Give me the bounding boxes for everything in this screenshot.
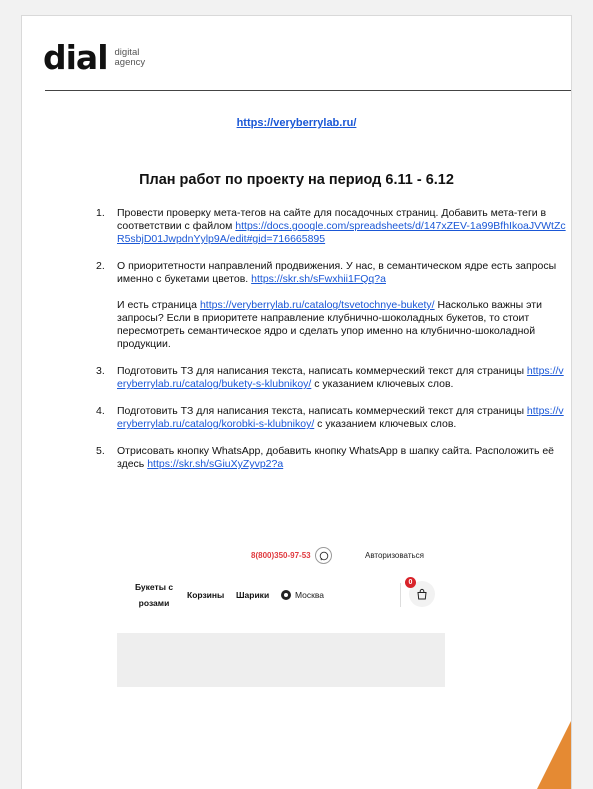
item-text: О приоритетности направлений продвижения. У нас, в семантическом ядре есть запросы именно с букетами цветов. (117, 260, 557, 285)
plan-list (96, 207, 566, 485)
cart-button[interactable] (409, 581, 435, 607)
whatsapp-icon[interactable] (315, 547, 332, 564)
site-banner-placeholder (117, 633, 445, 687)
site-contact-row (117, 547, 457, 565)
cart-count-badge: 0 (405, 577, 416, 588)
item-suffix: с указанием ключевых слов. (314, 378, 454, 390)
item-number: 5. (96, 445, 105, 457)
site-nav (117, 565, 457, 625)
site-url-link[interactable]: https://veryberrylab.ru/ (236, 117, 357, 129)
item-link[interactable]: https://docs.google.com/spreadsheets/d/147xZEV-1a99BfhIkoaJVWtZcR5sbjD01JwpdnYylp9A/edit#gid=716665895 (117, 220, 566, 245)
item-text: Провести проверку мета-тегов на сайте для посадочных страниц. Добавить мета-теги в соответствии с файлом (117, 207, 547, 232)
list-item (96, 260, 566, 351)
brand-logo (43, 38, 146, 77)
item-paragraph (117, 299, 566, 351)
site-login-link[interactable]: Авторизоваться (365, 551, 424, 560)
item-number: 1. (96, 207, 105, 219)
list-item (96, 445, 566, 471)
paragraph-text: Насколько важны эти запросы? Если в приоритете направление клубнично-шоколадных букетов, то стоит пересмотреть семантическое ядро и сделать упор именно на клубнично-шоколадной продукции. (117, 299, 542, 350)
embedded-site-screenshot (117, 547, 457, 687)
item-link[interactable]: https://veryberrylab.ru/catalog/bukety-s-klubnikoy/ (117, 365, 564, 390)
header-divider (45, 90, 572, 91)
item-text: Подготовить ТЗ для написания текста, написать коммерческий текст для страницы (117, 365, 524, 377)
item-link[interactable]: https://skr.sh/sGiuXyZyvp2?a (147, 458, 284, 470)
item-link[interactable]: https://skr.sh/sFwxhii1FQq?a (251, 273, 386, 285)
item-number: 2. (96, 260, 105, 272)
whatsapp-glyph (319, 551, 329, 561)
logo-tagline (115, 48, 146, 68)
city-selector[interactable] (281, 587, 324, 603)
logo-wordmark: dial (43, 38, 108, 77)
item-text: Отрисовать кнопку WhatsApp, добавить кнопку WhatsApp в шапку сайта. Расположить её здесь (117, 445, 555, 470)
corner-accent (537, 721, 571, 789)
catalog-link[interactable]: https://veryberrylab.ru/catalog/tsvetochnye-bukety/ (199, 299, 435, 311)
item-suffix: с указанием ключевых слов. (317, 418, 457, 430)
shopping-bag-icon (416, 588, 428, 600)
list-item (96, 365, 566, 391)
list-item (96, 207, 566, 246)
nav-item-balloons[interactable]: Шарики (236, 590, 270, 600)
list-item (96, 405, 566, 431)
logo-tagline-line1: digital (114, 46, 140, 58)
site-phone[interactable]: 8(800)350-97-53 (251, 551, 311, 560)
email-sheet (21, 15, 572, 789)
logo-tagline-line2: agency (114, 56, 146, 68)
page-title: План работ по проекту на период 6.11 - 6.12 (139, 172, 454, 188)
item-number: 4. (96, 405, 105, 417)
item-text: Подготовить ТЗ для написания текста, написать коммерческий текст для страницы (117, 405, 524, 417)
paragraph-prefix: И есть страница (117, 299, 198, 311)
nav-item-roses[interactable]: Букеты с розами (134, 582, 174, 608)
location-pin-icon (281, 590, 291, 600)
nav-item-baskets[interactable]: Корзины (187, 590, 225, 600)
item-link[interactable]: https://veryberrylab.ru/catalog/korobki-s-klubnikoy/ (117, 405, 564, 430)
nav-divider (400, 583, 401, 607)
item-number: 3. (96, 365, 105, 377)
city-label: Москва (295, 590, 325, 600)
